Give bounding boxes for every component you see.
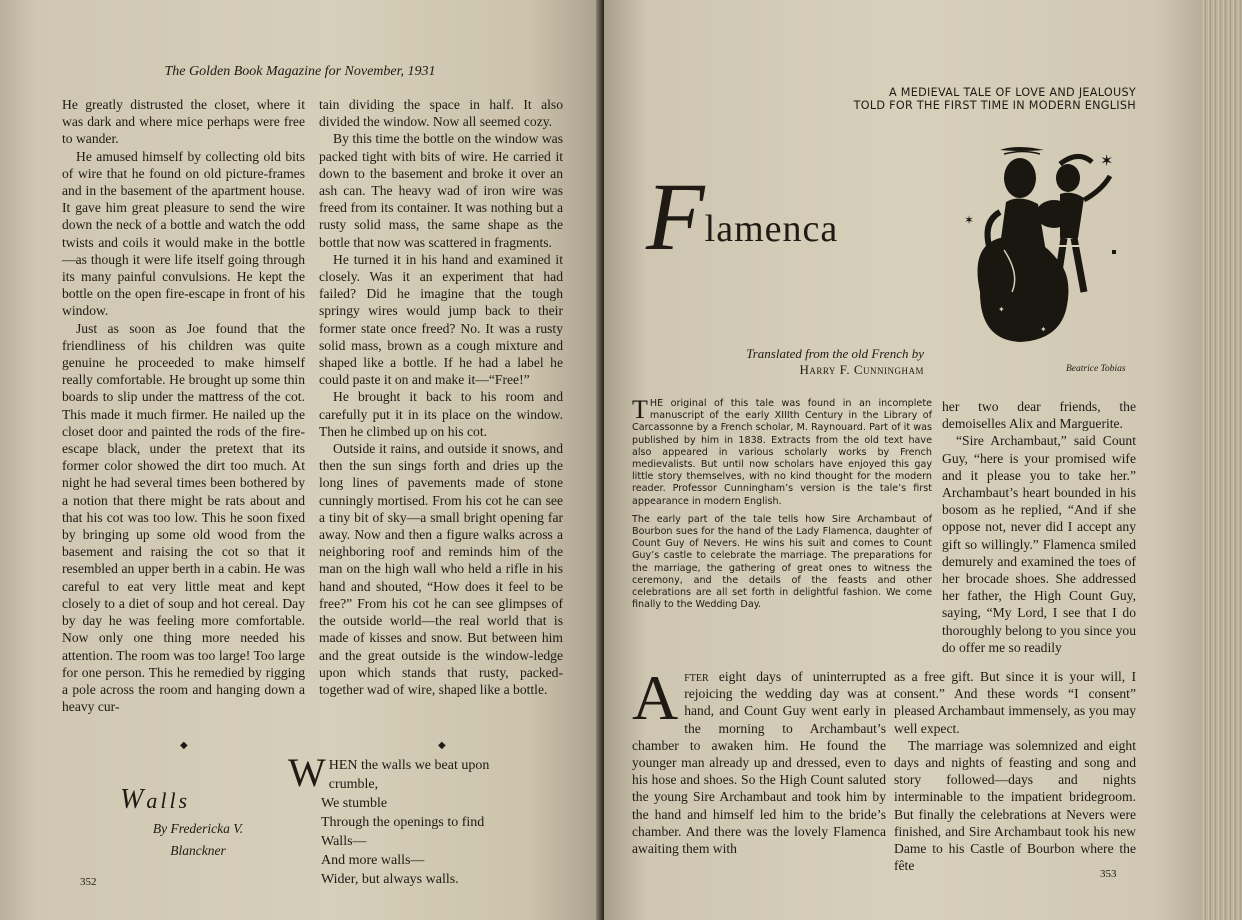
paragraph: Outside it rains, and outside it snows, and then the sun sings forth and dries up the long lines of pavements made of stone cunningly mortised. From his cot he can see a tiny bit of sky—a small bright opening far away. Now and then a figure walks across a neighboring roof and reminds him of the man on the high wall who held a rifle in his hand and shouted, “How does it feel to be free?” From his cot he can see glimpses of the outside world—the real world that is made of kisses and snow. But between him and the great outside is the window-ledge upon which stands that rusty, packed-together wad of wire, shaped like a bottle. — [319, 441, 563, 697]
left-column-2 — [319, 96, 563, 698]
title-rest: lamenca — [704, 208, 839, 250]
svg-text:✶: ✶ — [1100, 151, 1114, 170]
running-header: The Golden Book Magazine for November, 1931 — [164, 64, 436, 79]
poem-line: Through the openings to find — [321, 815, 485, 830]
poem-line: Walls— — [321, 834, 367, 849]
poem-line: HEN the walls we beat upon — [328, 758, 490, 773]
translated-line: Translated from the old French by — [746, 346, 924, 361]
story-text: eight days of uninterrupted rejoicing the wedding day was at hand, and Count Guy went early in the morning to Archambaut’s chamber to awaken him. He found the younger man already up and dressed, even to his hose and shoes. So the High Count saluted the young Sire Archambaut and took him by the hand and himself led him to the bride’s chamber. And there was the lovely Flamenca awaiting them with — [632, 669, 886, 857]
section-separator: ◆ — [438, 740, 446, 751]
subtitle-line: A MEDIEVAL TALE OF LOVE AND JEALOUSY — [888, 86, 1136, 99]
article-title — [646, 163, 839, 270]
right-page — [604, 0, 1202, 920]
story-column-1 — [632, 662, 886, 857]
paragraph: He brought it back to his room and carefully put it in its place on the window. Then he climbed up on his cot. — [319, 389, 563, 439]
title-initial: F — [646, 163, 705, 270]
dancers-illustration — [960, 142, 1146, 354]
paragraph: her two dear friends, the demoiselles Alix and Marguerite. — [942, 399, 1136, 432]
paragraph: as a free gift. But since it is your will, I consent.” And these words “I consent” pleased Archambaut immensely, as you may well expect. — [894, 669, 1136, 736]
svg-text:✦: ✦ — [978, 322, 984, 330]
poem-title — [120, 784, 190, 816]
page-number: 352 — [80, 876, 97, 888]
translator-name: Harry F. Cunningham — [799, 362, 924, 377]
story-column-2-top — [942, 398, 1136, 656]
poem-byline-line: By Fredericka V. — [152, 821, 244, 836]
poem-byline — [128, 818, 268, 862]
svg-text:✦: ✦ — [1040, 325, 1047, 334]
poem-line: Wider, but always walls. — [321, 872, 459, 887]
illustration-credit: Beatrice Tobias — [1066, 364, 1126, 374]
intro-paragraph: The early part of the tale tells how Sire Archambaut of Bourbon sues for the hand of the Lady Flamenca, daughter of Count Guy of Nevers. He wins his suit and comes to Count Guy’s castle to celebrate the marriage. The preparations for the marriage, the gathering of great ones to witness the ceremony, and the details of the feasts and other celebrations are all set forth in delightful fashion. We come finally to the Wedding Day. — [632, 513, 932, 611]
translator-credit — [664, 346, 924, 378]
story-drop-cap: A — [632, 662, 679, 733]
story-column-2-bottom — [894, 668, 1136, 874]
svg-text:✦: ✦ — [998, 305, 1005, 314]
paragraph: “Sire Archambaut,” said Count Guy, “here is your promised wife and it please you to take her.” Archambaut’s heart bounded in his bosom as he replied, “And if she oppose not, never did I accept any gift so willingly.” Flamenca smiled demurely and examined the toes of her brocade shoes. She addressed her father, the High Count Guy, saying, “My Lord, I see that I do thoroughly belong to you since you do offer me so readily — [942, 433, 1136, 655]
paragraph: He amused himself by collecting old bits of wire that he found on old picture-frames and in the basement of the apartment house. It gave him great pleasure to send the wire down the neck of a bottle and watch the odd twists and coils it would make in the bottle—as though it were life itself going through its many painful convulsions. He kept the bottle on the open fire-escape in front of his window. — [62, 148, 305, 319]
poem-title-rest: alls — [146, 788, 191, 813]
section-separator: ◆ — [180, 740, 188, 751]
poem-line: And more walls— — [321, 853, 425, 868]
editorial-intro — [632, 395, 932, 617]
poem-line: crumble, — [328, 777, 379, 792]
page-edges — [1202, 0, 1242, 920]
article-subtitle — [814, 86, 1136, 112]
story-lead: fter — [684, 669, 709, 684]
intro-drop-cap: T — [632, 395, 648, 424]
paragraph: tain dividing the space in half. It also divided the window. Now all seemed cozy. — [319, 97, 563, 130]
paragraph — [632, 662, 886, 857]
poem-title-initial: W — [120, 784, 147, 815]
left-column-1 — [62, 96, 305, 715]
poem-drop-cap: W — [288, 750, 326, 795]
poem-body — [288, 750, 490, 889]
subtitle-line: TOLD FOR THE FIRST TIME IN MODERN ENGLISH — [853, 99, 1136, 112]
paragraph: The marriage was solemnized and eight days and nights of feasting and song and story followed—days and nights interminable to the impatient bridegroom. But finally the celebrations at Nevers were finished, and Sire Archambaut took his new Dame to his Castle of Bourbon where the fête — [894, 737, 1136, 874]
left-page — [0, 0, 602, 920]
intro-paragraph — [632, 395, 932, 508]
paragraph: Just as soon as Joe found that the friendliness of his children was quite genuine he proceeded to make himself really comfortable. He brought up some thin boards to slip under the mattress of the cot. This made it much firmer. He nailed up the closet door and painted the rods of the fire-escape black, under the pretext that its former color showed the dirt too much. At night he had several times been bothered by a notion that there might be rats about and that his cot was too low. This he soon fixed by bringing up some old wood from the basement and raising the cot so that it resembled an upper berth in a cabin. He was careful to eat very little meat and kept closely to a diet of soup and hot cereal. Day by day he was feeling more comfortable. Now only one thing more needed his attention. The room was too large! Too large for one person. This he remedied by rigging a pole across the room and hanging down a heavy cur- — [62, 320, 305, 715]
intro-text: HE original of this tale was found in an incomplete manuscript of the early XIIIth Century in the Library of Carcassonne by a French scholar, M. Raynouard. Part of it was published by him in 1838. Extracts from the old text have also appeared in various scholarly works by French medievalists. But until now scholars have enjoyed this gay little story themselves, with no kind thought for the modern reader. Professor Cunningham’s version is the tale’s first appearance in modern English. — [632, 398, 932, 507]
page-number: 353 — [1100, 868, 1117, 880]
paragraph: He turned it in his hand and examined it closely. Was it an experiment that had failed? Did he imagine that the tough springy wires would jump back to their former state once freed? No. It was a rusty solid mass, brown as a cough mixture and shaped like a bottle. If he had a label he could paste it on and make it—“Free!” — [319, 251, 563, 388]
paragraph: By this time the bottle on the window was packed tight with bits of wire. He carried it down to the basement and broke it over an ash can. The heavy wad of iron wire was freed from its container. It was nothing but a rusty solid mass, the same shape as the bottle that now was scattered in fragments. — [319, 131, 563, 250]
paragraph: He greatly distrusted the closet, where it was dark and where mice perhaps were free to wander. — [62, 97, 305, 147]
poem-byline-line: Blanckner — [170, 843, 226, 858]
poem-line: We stumble — [321, 796, 388, 811]
svg-text:✶: ✶ — [964, 213, 975, 227]
